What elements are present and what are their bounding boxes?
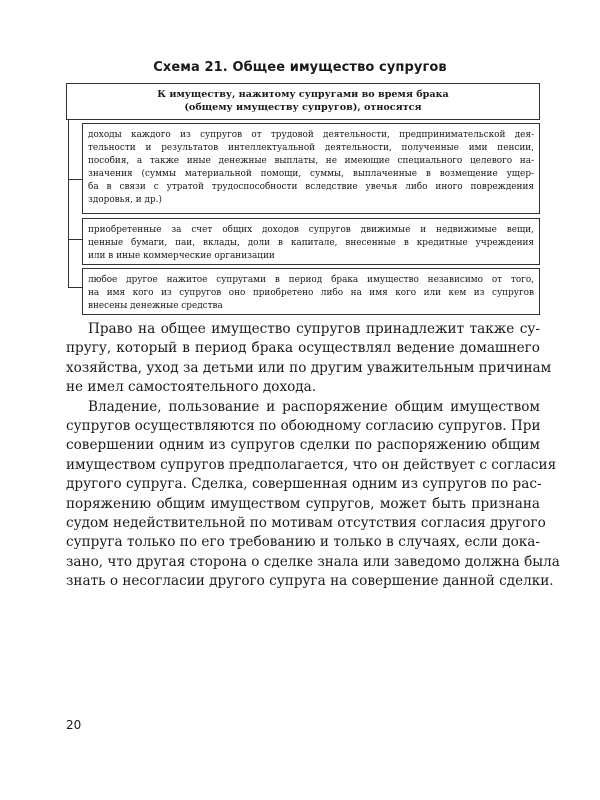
item-line: тельности и результатов интеллектуальной деятельности, полученные ими пенсии, xyxy=(88,143,534,154)
item-box-acquired xyxy=(82,218,540,265)
text-line: пругу, который в период брака осуществлял ведение домашнего xyxy=(66,340,540,357)
text-line: супруга только по его требованию и только в случаях, если дока- xyxy=(66,534,540,551)
item-line: внесены денежные средства xyxy=(88,301,223,312)
header-line: К имуществу, нажитому супругами во время брака xyxy=(157,89,449,100)
item-line: на имя кого из супругов оно приобретено либо на имя кого или кем из супругов xyxy=(88,288,534,299)
text-line: поряжению общим имуществом супругов, может быть признана xyxy=(66,495,540,512)
item-box-income xyxy=(82,123,540,214)
item-line: ценные бумаги, паи, вклады, доли в капитале, внесенные в кредитные учреждения xyxy=(88,238,534,249)
paragraph-1 xyxy=(66,320,552,398)
item-line: здоровья, и др.) xyxy=(88,195,162,206)
item-line: пособия, а также иные денежные выплаты, не имеющие специального целевого на- xyxy=(88,156,534,167)
text-line: другого супруга. Сделка, совершенная одним из супругов по рас- xyxy=(66,476,542,493)
body-text xyxy=(66,320,560,592)
connector-branch-2 xyxy=(68,239,83,240)
item-line: значения (суммы материальной помощи, суммы, выплаченные в возмещение ущер- xyxy=(88,169,534,180)
item-line: любое другое нажитое супругами в период брака имущество независимо от того, xyxy=(88,275,534,285)
text-line: судом недействительной по мотивам отсутствия согласия другого xyxy=(66,515,546,532)
connector-branch-1 xyxy=(68,179,83,180)
text-line: знать о несогласии другого супруга на совершение данной сделки. xyxy=(66,573,554,590)
text-line: Владение, пользование и распоряжение общим имуществом xyxy=(88,398,540,415)
connector-vertical xyxy=(68,120,69,288)
item-line: ба в связи с утратой трудоспособности вследствие увечья либо иного повреждения xyxy=(88,182,534,193)
text-line: зано, что другая сторона о сделке знала или заведомо должна была xyxy=(66,553,560,570)
paragraph-2 xyxy=(66,398,560,592)
text-line: имуществом супругов предполагается, что он действует с согласия xyxy=(66,456,557,473)
text-line: не имел самостоятельного дохода. xyxy=(66,379,317,396)
item-line: доходы каждого из супругов от трудовой деятельности, предпринимательской дея- xyxy=(88,130,534,140)
text-line: хозяйства, уход за детьми или по другим уважительным причинам xyxy=(66,359,552,376)
connector-branch-3 xyxy=(68,287,83,288)
item-line: приобретенные за счет общих доходов супругов движимые и недвижимые вещи, xyxy=(88,225,534,235)
page-number: 20 xyxy=(66,718,82,732)
scheme-title: Схема 21. Общее имущество супругов xyxy=(153,60,447,75)
item-line: или в иные коммерческие организации xyxy=(88,251,275,262)
property-diagram xyxy=(0,0,600,330)
item-box-other xyxy=(82,268,540,315)
text-line: супругов осуществляются по обоюдному согласию супругов. При xyxy=(66,418,541,435)
text-line: Право на общее имущество супругов принадлежит также су- xyxy=(88,321,540,337)
header-line: (общему имуществу супругов), относятся xyxy=(184,102,422,113)
diagram-header-box xyxy=(66,83,540,120)
text-line: совершении одним из супругов сделки по распоряжению общим xyxy=(66,437,540,454)
